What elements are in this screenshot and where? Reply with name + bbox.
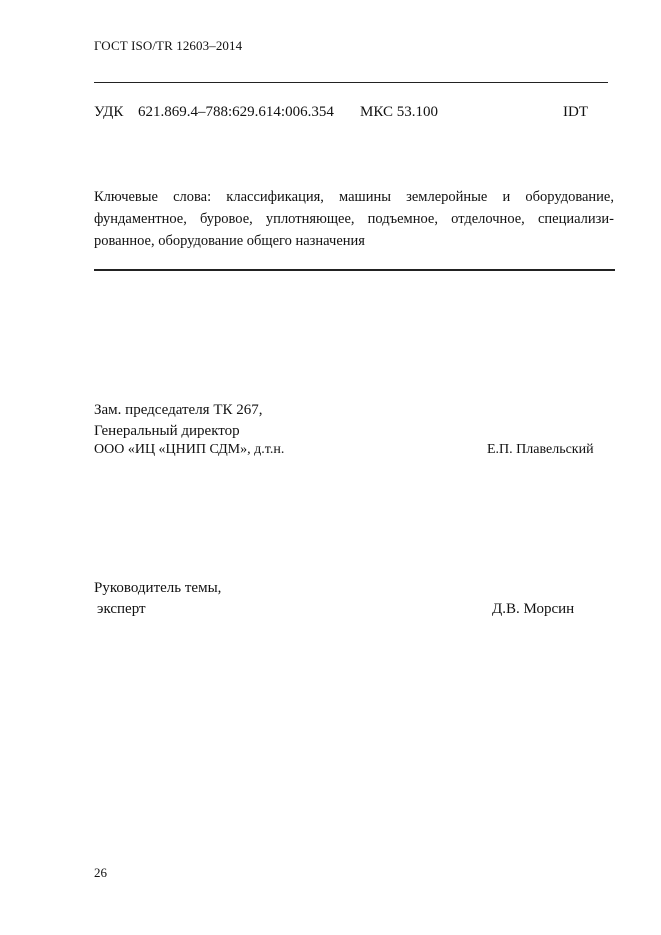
top-divider bbox=[94, 82, 608, 83]
first-signatory-title-line2: Генеральный директор bbox=[94, 423, 240, 439]
bottom-divider bbox=[94, 269, 615, 271]
first-signatory-organization: ООО «ИЦ «ЦНИП СДМ», д.т.н. bbox=[94, 442, 285, 457]
page-number: 26 bbox=[94, 865, 107, 880]
udk-value: 621.869.4–788:629.614:006.354 bbox=[138, 104, 334, 120]
idt-code: IDT bbox=[563, 104, 588, 120]
udk-label: УДК bbox=[94, 104, 124, 120]
second-signatory-title-line1: Руководитель темы, bbox=[94, 580, 222, 596]
keywords-paragraph: Ключевые слова: классификация, машины землеройные и оборудование, фундаментное, буровое, уплотняющее, подъемное, отделочное, специализи-рованное, оборудование общего назначения bbox=[94, 189, 614, 249]
first-signatory-title-line1: Зам. председателя ТК 267, bbox=[94, 402, 263, 418]
first-signatory-name: Е.П. Плавельский bbox=[487, 442, 594, 457]
second-signatory-name: Д.В. Морсин bbox=[492, 601, 575, 617]
second-signatory-title-line2: эксперт bbox=[97, 601, 146, 617]
standard-code: ГОСТ ISO/TR 12603–2014 bbox=[94, 38, 243, 53]
mks-code: МКС 53.100 bbox=[360, 104, 438, 120]
